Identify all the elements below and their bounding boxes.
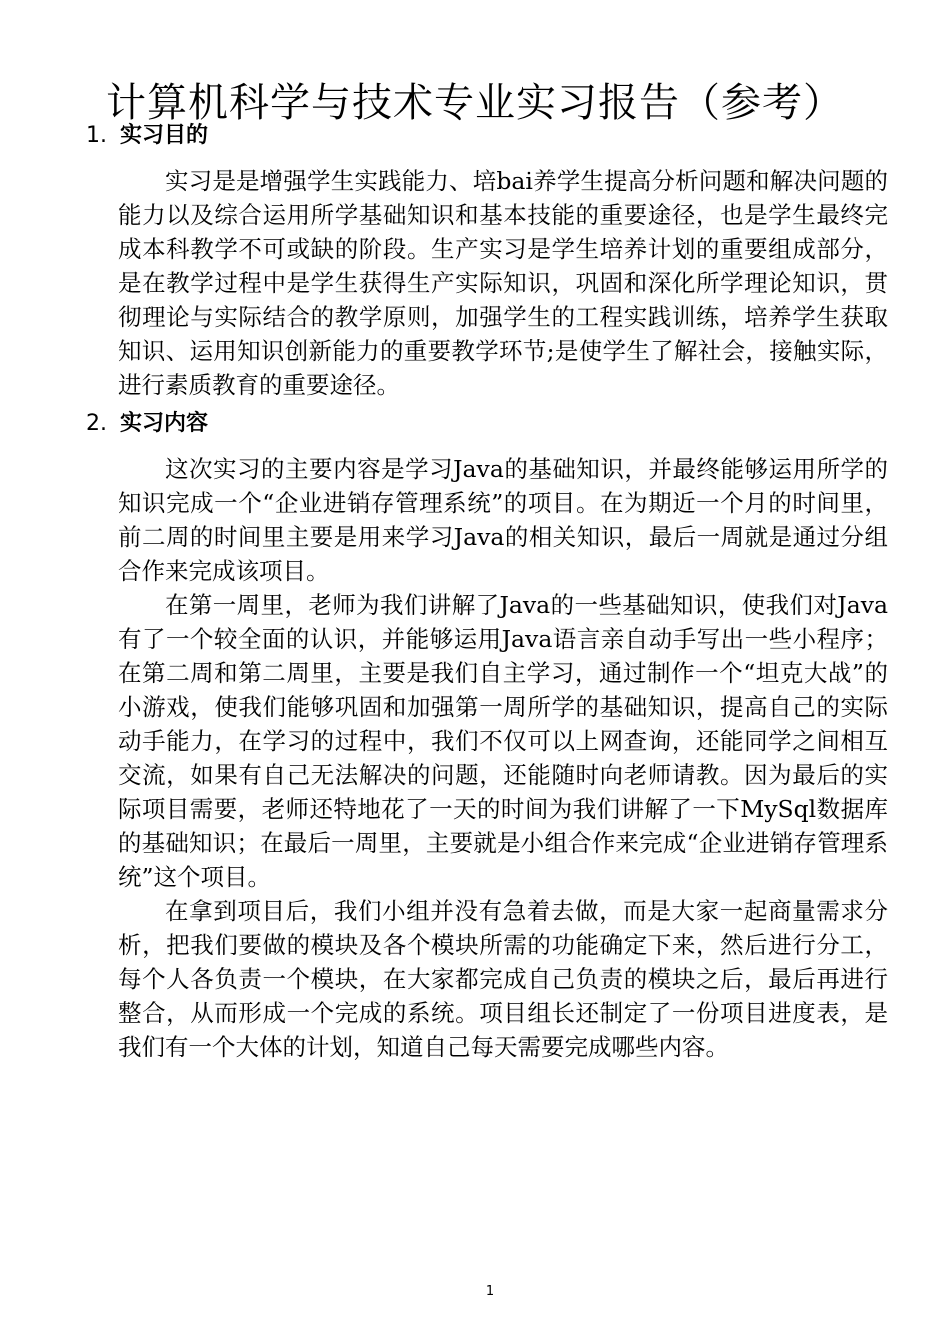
section-heading-content — [86, 408, 208, 440]
section-title: 实习目的 — [120, 123, 209, 148]
page-number: 1 — [485, 1284, 495, 1299]
section-number: 1. — [86, 123, 107, 148]
paragraph-content-project: 在拿到项目后，我们小组并没有急着去做，而是大家一起商量需求分析，把我们要做的模块及各个模块所需的功能确定下来，然后进行分工，每个人各负责一个模块，在大家都完成自己负责的模块之后，最后再进行整合，从而形成一个完成的系统。项目组长还制定了一份项目进度表，是我们有一个大体的计划，知道自己每天需要完成哪些内容。 — [118, 897, 888, 1061]
section-title: 实习内容 — [120, 411, 209, 436]
paragraph-content-weeks: 在第一周里，老师为我们讲解了Java的一些基础知识，使我们对Java有了一个较全面的认识，并能够运用Java语言亲自动手写出一些小程序；在第二周和第二周里，主要是我们自主学习，通过制作一个“坦克大战”的小游戏，使我们能够巩固和加强第一周所学的基础知识，提高自己的实际动手能力，在学习的过程中，我们不仅可以上网查询，还能同学之间相互交流，如果有自己无法解决的问题，还能随时向老师请教。因为最后的实际项目需要，老师还特地花了一天的时间为我们讲解了一下MySql数据库的基础知识；在最后一周里，主要就是小组合作来完成“企业进销存管理系统”这个项目。 — [118, 591, 888, 891]
paragraph-content-overview: 这次实习的主要内容是学习Java的基础知识，并最终能够运用所学的知识完成一个“企业进销存管理系统”的项目。在为期近一个月的时间里，前二周的时间里主要是用来学习Java的相关知识，最后一周就是通过分组合作来完成该项目。 — [118, 455, 888, 585]
paragraph-purpose: 实习是是增强学生实践能力、培bai养学生提高分析问题和解决问题的能力以及综合运用所学基础知识和基本技能的重要途径，也是学生最终完成本科教学不可或缺的阶段。生产实习是学生培养计划的重要组成部分，是在教学过程中是学生获得生产实际知识，巩固和深化所学理论知识，贯彻理论与实际结合的教学原则，加强学生的工程实践训练，培养学生获取知识、运用知识创新能力的重要教学环节;是使学生了解社会，接触实际，进行素质教育的重要途径。 — [118, 167, 888, 399]
document-title: 计算机科学与技术专业实习报告（参考） — [106, 79, 844, 126]
section-number: 2. — [86, 411, 107, 436]
section-heading-purpose — [86, 120, 208, 152]
